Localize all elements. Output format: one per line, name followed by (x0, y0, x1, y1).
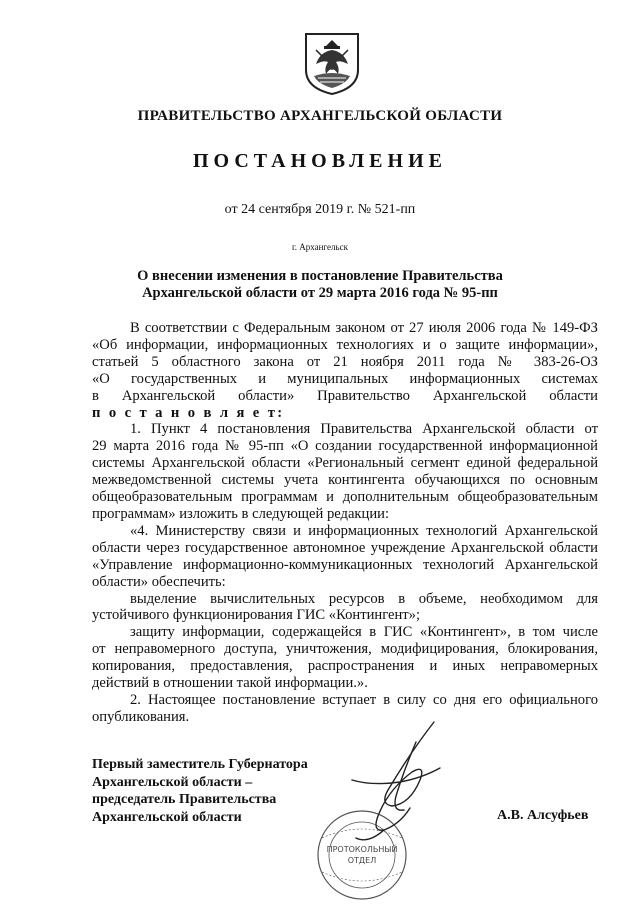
body-line: 29 марта 2016 года № 95-пп «О создании государственной информационной (92, 438, 598, 455)
body-line: 1. Пункт 4 постановления Правительства Архангельской области от (130, 421, 598, 438)
signatory-title (92, 756, 308, 826)
svg-text:ОТДЕЛ: ОТДЕЛ (347, 856, 377, 865)
document-city: г. Архангельск (292, 242, 348, 252)
body-line: действий в отношении такой информации.». (92, 675, 368, 692)
svg-text:ПРОТОКОЛЬНЫЙ: ПРОТОКОЛЬНЫЙ (326, 845, 398, 854)
subject-line: Архангельской области от 29 марта 2016 года № 95-пп (142, 285, 498, 301)
document-body (92, 320, 598, 726)
signatory-name: А.В. Алсуфьев (497, 808, 589, 823)
body-line: области» обеспечить: (92, 573, 226, 590)
signatory-title-line: Архангельской области – (92, 774, 253, 790)
coat-of-arms-emblem (302, 30, 362, 96)
resolves-word: п о с т а н о в л я е т: (92, 404, 285, 421)
document-date-number: от 24 сентября 2019 г. № 521-пп (224, 202, 416, 217)
signatory-title-line: председатель Правительства (92, 792, 277, 807)
body-line: выделение вычислительных ресурсов в объеме, необходимом для (130, 590, 598, 607)
body-line: защиту информации, содержащейся в ГИС «Контингент», в том числе (130, 624, 598, 641)
body-line: В соответствии с Федеральным законом от 27 июля 2006 года № 149-ФЗ (130, 320, 598, 336)
body-line: «4. Министерству связи и информационных технологий Архангельской (130, 522, 598, 539)
stamp-seal (318, 811, 406, 899)
body-line: от неправомерного доступа, уничтожения, модифицирования, блокирования, (92, 641, 598, 658)
body-line: области через государственное автономное учреждение Архангельской области (92, 539, 598, 556)
body-line: в Архангельской области» Правительство Архангельской области (92, 387, 598, 404)
subject-line: О внесении изменения в постановление Правительства (137, 268, 503, 284)
government-name: ПРАВИТЕЛЬСТВО АРХАНГЕЛЬСКОЙ ОБЛАСТИ (137, 108, 503, 124)
body-line: опубликования. (92, 708, 190, 725)
body-line: общеобразовательным программам и дополнительным общеобразовательным (92, 489, 598, 506)
body-line: «Управление информационно-коммуникационных технологий Архангельской (92, 556, 598, 573)
body-line: системы Архангельской области «Региональный сегмент единой федеральной (92, 455, 598, 472)
body-line: статьей 5 областного закона от 21 ноября 2011 года № 383-26-ОЗ (92, 353, 598, 370)
body-line: программам» изложить в следующей редакции: (92, 505, 389, 522)
body-line: 2. Настоящее постановление вступает в силу со дня его официального (130, 691, 598, 708)
body-line: «О государственных и муниципальных информационных системах (92, 370, 598, 387)
body-line: копирования, предоставления, распространения и иных неправомерных (92, 658, 598, 675)
document-type: ПОСТАНОВЛЕНИЕ (193, 150, 447, 172)
document-subject (0, 268, 640, 302)
body-line: «Об информации, информационных технологиях и о защите информации», (92, 336, 598, 353)
signatory-title-line: Архангельской области (92, 809, 242, 825)
official-stamp-signature (292, 720, 442, 905)
body-line: межведомственной системы учета контингента обучающихся по основным (92, 472, 598, 489)
signatory-title-line: Первый заместитель Губернатора (92, 757, 308, 772)
body-line: устойчивого функционирования ГИС «Контингент»; (92, 607, 421, 624)
